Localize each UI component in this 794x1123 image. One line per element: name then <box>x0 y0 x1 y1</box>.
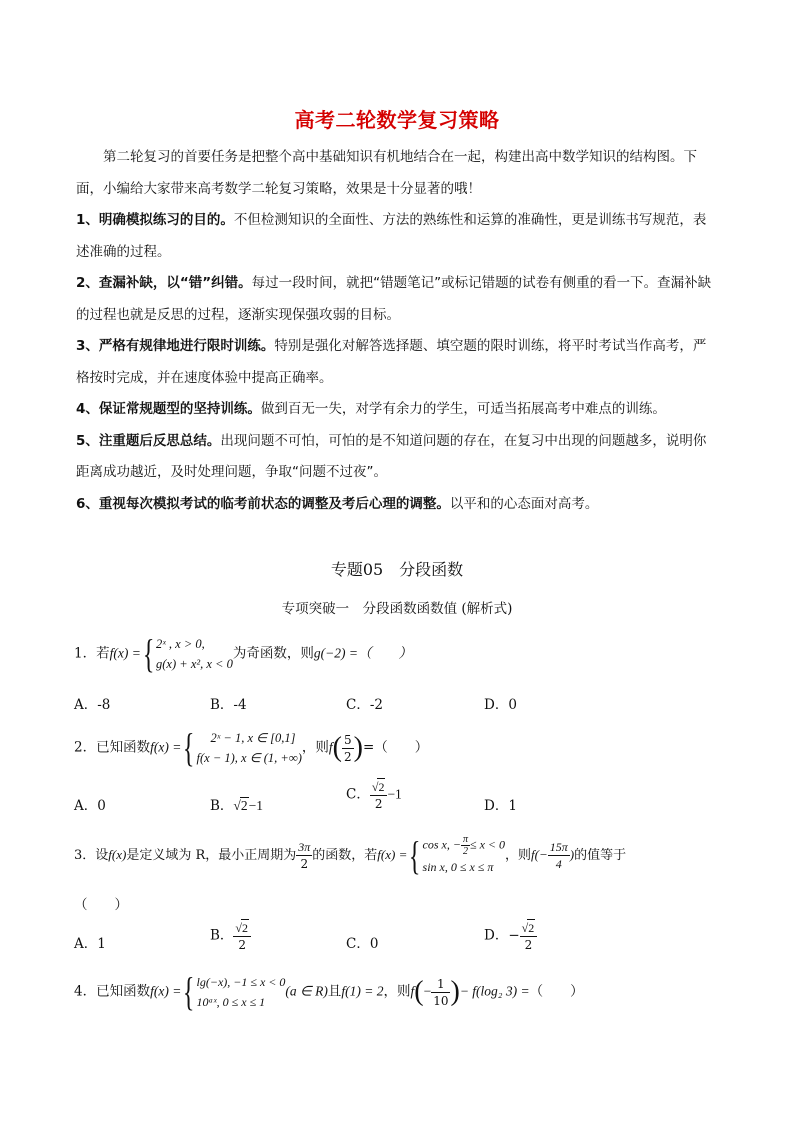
option-d: D．0 <box>484 697 517 713</box>
option-b: B．-4 <box>210 697 247 713</box>
option-b: B． $\frac{√2}{2}$ <box>210 919 251 953</box>
section-title: 专题05 分段函数 <box>330 560 464 579</box>
tip-3: 3、严格有规律地进行限时训练。特别是强化对解答选择题、填空题的限时训练，将平时考试当作高考，严 格按时完成，并在速度体验中提高正确率。 <box>76 338 707 386</box>
option-c: C．-2 <box>346 697 383 713</box>
question-3: 3．设f(x)是定义域为 R，最小正周期为 $\frac{3\pi}{2}$ 的函数，若f(x) ={ cos x, − $\frac{\pi}{2}$ ≤ x < 0 sin x, 0 ≤ x ≤ π ，则f(− $\frac{15\pi}{4}$ )的值等于 <box>74 832 627 878</box>
option-d: D．− $\frac{√2}{2}$ <box>484 919 537 953</box>
option-a: A．-8 <box>74 697 111 713</box>
tip-1: 1、明确模拟练习的目的。不但检测知识的全面性、方法的熟练性和运算的准确性，更是训练书写规范，表 述准确的过程。 <box>76 212 707 260</box>
option-c: C．0 <box>346 936 379 952</box>
page-title: 高考二轮数学复习策略 <box>294 108 500 132</box>
intro-paragraph <box>76 142 726 205</box>
question-3-paren: （ ） <box>74 897 128 913</box>
tip-5: 5、注重题后反思总结。出现问题不可怕，可怕的是不知道问题的存在，在复习中出现的问题越多，说明你 距离成功越近，及时处理问题，争取“问题不过夜”。 <box>76 432 707 480</box>
subsection-title: 专项突破一 分段函数函数值 (解析式) <box>281 601 513 617</box>
tip-2: 2、查漏补缺，以“错”纠错。每过一段时间，就把“错题笔记”或标记错题的试卷有侧重的看一下。查漏补缺 的过程也就是反思的过程，逐渐实现保强攻弱的目标。 <box>76 275 712 323</box>
question-2: 2．已知函数f(x) ={ 2ˣ − 1, x ∈ [0,1] f(x − 1), x ∈ (1, +∞) ，则f( $\frac{5}{2}$ )=（ ） <box>74 725 429 770</box>
option-b: B．√2−1 <box>210 798 263 814</box>
intro-line-1: 第二轮复习的首要任务是把整个高中基础知识有机地结合在一起，构建出高中数学知识的结构图。下 <box>103 149 697 165</box>
option-c: C． $\frac{√2}{2}$ −1 <box>346 780 402 811</box>
intro-line-2: 面，小编给大家带来高考数学二轮复习策略，效果是十分显著的哦！ <box>76 180 481 197</box>
tip-4: 4、保证常规题型的坚持训练。做到百无一失，对学有余力的学生，可适当拓展高考中难点的训练。 <box>76 401 666 417</box>
question-4: 4．已知函数f(x) ={ lg(−x), −1 ≤ x < 0 10ᵃˣ, 0 ≤ x ≤ 1 (a ∈ R)且f(1) = 2，则f(− $\frac{1}{10}$ )− f(log₂ 3) =（ ） <box>74 969 584 1014</box>
option-a: A．1 <box>74 936 106 952</box>
option-d: D．1 <box>484 798 517 814</box>
option-a: A．0 <box>74 798 106 814</box>
tips-list <box>76 205 726 520</box>
tip-6: 6、重视每次模拟考试的临考前状态的调整及考后心理的调整。以平和的心态面对高考。 <box>76 495 599 512</box>
question-1: 1．若f(x) ={ 2ˣ , x > 0, g(x) + x², x < 0 为奇函数，则g(−2) =（ ） <box>74 631 412 676</box>
